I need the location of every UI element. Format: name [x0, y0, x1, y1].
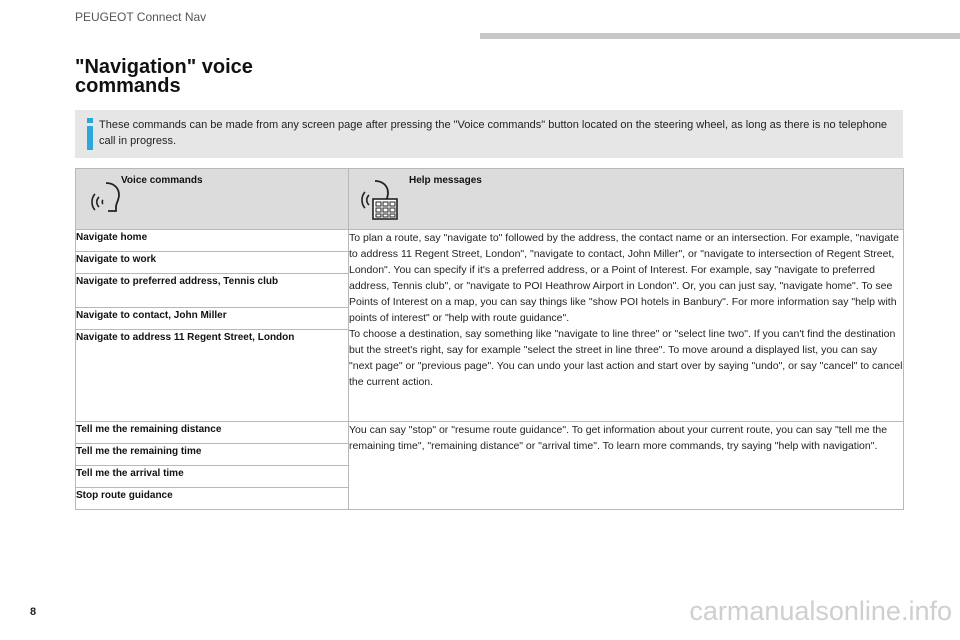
header-help-messages: [349, 169, 904, 230]
info-box: [75, 110, 903, 158]
header-voice-commands-label: Voice commands: [121, 175, 203, 186]
help-message-cell: To plan a route, say "navigate to" followed by the address, the contact name or an intersection. For example, "navigate to address 11 Regent Street, London", "navigate to contact, John Miller", or "navigate to intersection of Regent Street, London". You can specify if it's a preferred address, or a Point of Interest. For example, say "navigate to preferred address, Tennis club", or "navigate to POI Heathrow Airport in London". Or, you can just say, "navigate home". To see Points of Interest on a map, you can say things like "show POI hotels in Banbury". For more information say "help with points of interest" or "help with route guidance". To choose a destination, say something like "navigate to line three" or "select line two". If you can't find the destination but the street's right, say for example "select the street in line three". To move around a displayed list, you can say "next page" or "previous page". You can undo your last action and start over by saying "undo", or say "cancel" to cancel the current action.: [349, 230, 904, 422]
header-divider-bar: [480, 33, 960, 39]
page-title: "Navigation" voice commands: [75, 56, 253, 97]
command-cell: Navigate to preferred address, Tennis club: [76, 274, 349, 308]
voice-commands-table: [75, 168, 904, 510]
info-text: These commands can be made from any screen page after pressing the "Voice commands" button located on the steering wheel, as long as there is no telephone call in progress.: [99, 119, 888, 147]
table-header-row: [76, 169, 904, 230]
command-cell: Stop route guidance: [76, 488, 349, 510]
header-voice-commands: [76, 169, 349, 230]
table-row: [76, 230, 904, 252]
command-cell: Tell me the remaining time: [76, 444, 349, 466]
command-cell: Navigate home: [76, 230, 349, 252]
page-number: 8: [30, 606, 37, 618]
help-messages-icon: [357, 177, 399, 221]
command-cell: Navigate to address 11 Regent Street, London: [76, 330, 349, 422]
manual-header-title: PEUGEOT Connect Nav: [75, 10, 207, 24]
voice-speaking-icon: [86, 179, 122, 215]
table-row: [76, 422, 904, 444]
header-help-messages-label: Help messages: [409, 175, 482, 186]
watermark: carmanualsonline.info: [689, 596, 952, 626]
command-cell: Navigate to contact, John Miller: [76, 308, 349, 330]
info-icon: [83, 116, 97, 152]
command-cell: Tell me the remaining distance: [76, 422, 349, 444]
help-message-cell: You can say "stop" or "resume route guidance". To get information about your current route, you can say "tell me the remaining time", "remaining distance" or "arrival time". To learn more commands, try saying "help with navigation".: [349, 422, 904, 510]
command-cell: Navigate to work: [76, 252, 349, 274]
command-cell: Tell me the arrival time: [76, 466, 349, 488]
